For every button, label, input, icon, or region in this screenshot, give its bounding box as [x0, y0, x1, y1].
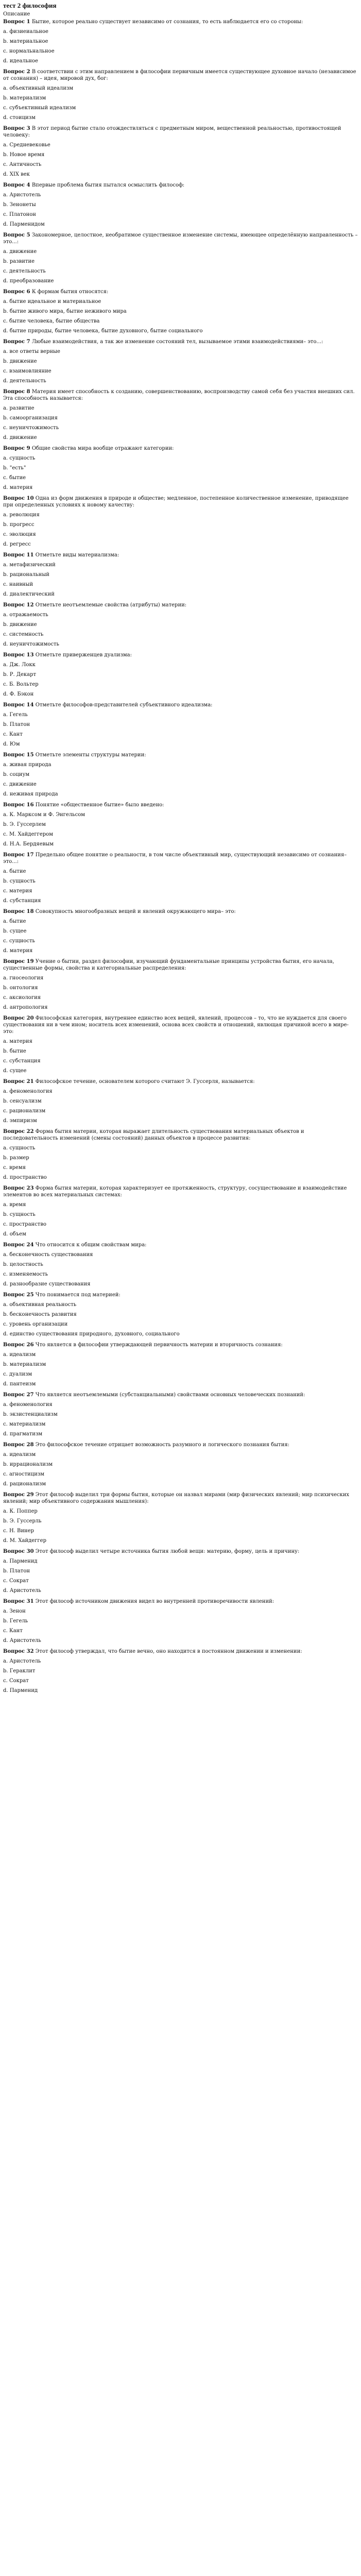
question-heading: [3, 1392, 358, 1398]
answer-option: b. социум: [3, 772, 30, 777]
answer-option: c. неуничтожимость: [3, 425, 59, 431]
question-heading: [3, 1242, 358, 1248]
question-block: [3, 552, 358, 598]
answer-option: a. Аристотель: [3, 1658, 41, 1664]
question-text: Что является в философии утверждающей первичность материи и вторичность сознания:: [35, 1342, 283, 1348]
question-heading: [3, 69, 358, 82]
question-block: [3, 232, 358, 284]
answer-option: a. развитие: [3, 405, 35, 411]
answer-option: d. материя: [3, 485, 33, 490]
answer-option: c. субстанция: [3, 1058, 41, 1064]
question-text: Любые взаимодействия, а так же изменение состояний тел, вызываемое этими взаимодействиями– это...:: [31, 339, 323, 345]
question-heading: [3, 1648, 358, 1655]
question-text: В соответствии с этим направлением в философии первичным имеется существующее духовное начало (независимое от сознания) – идея, мировой дух, бог:: [3, 69, 356, 81]
question-block: [3, 602, 358, 648]
question-heading: [3, 852, 358, 865]
question-heading: [3, 702, 358, 708]
question-number: Вопрос 21: [3, 1079, 34, 1084]
answer-option: a. Зенон: [3, 1608, 26, 1614]
question-heading: [3, 908, 358, 915]
answer-option: d. прагматизм: [3, 1431, 43, 1437]
question-block: [3, 908, 358, 954]
question-block: [3, 338, 358, 384]
question-heading: [3, 552, 358, 558]
question-text: Одна из форм движения в природе и обществе; медленное, постепенное количественное изменение, приводящее при определенных условиях к новому качеству:: [3, 496, 349, 508]
answer-option: a. бытие идеальное и материальное: [3, 299, 101, 304]
question-text: Что понимается под материей:: [35, 1292, 121, 1298]
answer-option: b. Гераклит: [3, 1668, 36, 1674]
answer-option: b. Новое время: [3, 152, 45, 158]
question-block: [3, 1648, 358, 1694]
question-heading: [3, 958, 358, 972]
answer-option: c. Кант: [3, 732, 23, 737]
answer-option: c. взаимовлияние: [3, 368, 51, 374]
question-text: Философское течение, основателем которого считают Э. Гуссерля, называется:: [35, 1079, 255, 1084]
answer-option: a. живая природа: [3, 762, 51, 768]
question-text: Этот философ выделил три формы бытия, которые он назвал мирами (мир физических явлений; мир психических явлений; мир объективного содержания мышления):: [3, 1492, 350, 1504]
question-block: [3, 182, 358, 228]
question-number: Вопрос 31: [3, 1599, 34, 1604]
question-list: [3, 19, 358, 1694]
question-number: Вопрос 28: [3, 1442, 34, 1448]
question-number: Вопрос 12: [3, 602, 34, 608]
question-heading: [3, 602, 358, 608]
question-number: Вопрос 20: [3, 1015, 34, 1021]
question-text: Совокупность многообразных вещей и явлений окружающего мира– это:: [35, 909, 236, 914]
question-heading: [3, 125, 358, 139]
document-title: тест 2 философия: [3, 2, 57, 9]
answer-option: d. Ф. Бэкон: [3, 691, 34, 697]
question-block: [3, 388, 358, 441]
answer-option: c. время: [3, 1165, 26, 1171]
answer-option: c. субъективный идеализм: [3, 105, 76, 111]
answer-option: d. стоицизм: [3, 115, 36, 121]
question-number: Вопрос 9: [3, 446, 30, 451]
answer-option: b. сущность: [3, 1212, 36, 1217]
answer-option: a. идеализм: [3, 1352, 36, 1358]
answer-option: c. материализм: [3, 1421, 46, 1427]
answer-option: b. Платон: [3, 722, 30, 727]
answer-option: c. дуализм: [3, 1371, 32, 1377]
answer-option: a. отражаемость: [3, 612, 48, 618]
answer-option: d. неживая природа: [3, 791, 58, 797]
question-number: Вопрос 17: [3, 852, 34, 858]
answer-option: d. Аристотель: [3, 1638, 41, 1643]
question-text: Понятие «общественное бытие» было введено:: [35, 802, 164, 808]
answer-option: b. сущность: [3, 878, 36, 884]
question-block: [3, 1598, 358, 1644]
answer-option: a. бытие: [3, 919, 26, 924]
answer-option: a. материя: [3, 1039, 32, 1044]
answer-option: d. преобразование: [3, 278, 54, 284]
question-heading: [3, 495, 358, 509]
question-heading: [3, 1292, 358, 1298]
question-heading: [3, 232, 358, 245]
question-block: [3, 69, 358, 121]
question-text: Отметьте приверженцев дуализма:: [35, 652, 132, 658]
answer-option: a. феноменология: [3, 1402, 53, 1408]
question-heading: [3, 338, 358, 345]
question-block: [3, 802, 358, 848]
question-text: Этот философ источником движения видел во внутренней противоречивости явлений:: [35, 1599, 274, 1604]
question-heading: [3, 19, 358, 25]
question-text: Бытие, которое реально существует независимо от сознания, то есть наблюдается его со стороны:: [31, 19, 303, 25]
answer-option: a. все ответы верные: [3, 349, 60, 354]
answer-option: c. изменяемость: [3, 1272, 48, 1277]
answer-option: b. самоорганизация: [3, 415, 58, 421]
question-text: Этот философ выделил четыре источника бытия любой вещи: материю, форму, цель и причину:: [35, 1549, 300, 1554]
answer-option: c. материя: [3, 888, 32, 894]
answer-option: d. рационализм: [3, 1481, 46, 1487]
question-heading: [3, 1442, 358, 1448]
answer-option: b. движение: [3, 359, 37, 364]
question-heading: [3, 289, 358, 295]
question-heading: [3, 1548, 358, 1555]
answer-option: a. объективная реальность: [3, 1302, 77, 1308]
question-block: [3, 1185, 358, 1238]
question-text: Это философское течение отрицает возможность разумного и логического познания бытия:: [35, 1442, 290, 1448]
question-number: Вопрос 14: [3, 702, 34, 708]
answer-option: a. революция: [3, 512, 40, 518]
question-heading: [3, 1185, 358, 1198]
question-text: Предельно общее понятие о реальности, в том числе объективный мир, существующий независимо от сознания– это...:: [3, 852, 347, 865]
answer-option: d. диалектический: [3, 591, 55, 597]
question-block: [3, 19, 358, 64]
question-heading: [3, 182, 358, 189]
answer-option: c. сущность: [3, 938, 36, 944]
answer-option: d. движение: [3, 435, 37, 440]
question-heading: [3, 802, 358, 808]
answer-option: b. Зенонеты: [3, 202, 36, 208]
question-text: Форма бытия материи, которая характеризует ее протяженность, структуру, сосуществование и взаимодействие элементов во всех материальных системах:: [3, 1185, 347, 1198]
answer-option: c. пространство: [3, 1222, 46, 1227]
question-text: Форма бытия материи, которая выражает длительность существования материальных объектов и последовательность изменений (смены состояний) данных объектов в процессе развития:: [3, 1129, 304, 1141]
answer-option: b. сущее: [3, 928, 27, 934]
question-text: Общие свойства мира вообще отражают категории:: [31, 446, 174, 451]
answer-option: d. пространство: [3, 1175, 47, 1180]
question-number: Вопрос 8: [3, 389, 30, 395]
document-subtitle: Описание: [3, 11, 30, 17]
answer-option: d. идеальное: [3, 58, 38, 64]
answer-option: c. деятельность: [3, 268, 46, 274]
question-text: Что относится к общим свойствам мира:: [35, 1242, 147, 1248]
question-text: Что является неотъемлемыми (субстанциальными) свойствами основных человеческих познаний:: [35, 1392, 305, 1398]
question-heading: [3, 1342, 358, 1348]
answer-option: a. Дж. Локк: [3, 662, 36, 668]
answer-option: c. Сократ: [3, 1678, 29, 1684]
answer-option: c. Сократ: [3, 1578, 29, 1584]
question-block: [3, 125, 358, 178]
question-block: [3, 1548, 358, 1594]
question-number: Вопрос 24: [3, 1242, 34, 1248]
question-number: Вопрос 2: [3, 69, 30, 75]
question-block: [3, 852, 358, 904]
question-heading: [3, 1492, 358, 1505]
question-text: Этот философ утверждал, что бытие вечно, оно находится в постоянном движении и изменении:: [35, 1649, 302, 1654]
question-heading: [3, 1078, 358, 1085]
answer-option: d. Парменид: [3, 1688, 38, 1693]
answer-option: c. М. Хайдеггером: [3, 832, 53, 837]
question-number: Вопрос 30: [3, 1549, 34, 1554]
question-number: Вопрос 4: [3, 182, 30, 188]
answer-option: c. движение: [3, 782, 37, 787]
question-block: [3, 1392, 358, 1437]
question-block: [3, 1015, 358, 1074]
answer-option: c. уровень организации: [3, 1321, 68, 1327]
question-block: [3, 445, 358, 491]
question-text: Философская категория, внутреннее единство всех вещей, явлений, процессов – то, что не нуждается для своего существования ни в чем ином; носитель всех изменений, основа всех свойств и отношений, явлющая причиной всего в мире- это:: [3, 1015, 349, 1035]
answer-option: a. метафизический: [3, 562, 56, 568]
question-number: Вопрос 29: [3, 1492, 34, 1498]
answer-option: b. размер: [3, 1155, 29, 1161]
question-heading: [3, 652, 358, 658]
answer-option: c. Кант: [3, 1628, 23, 1634]
question-heading: [3, 752, 358, 758]
question-number: Вопрос 18: [3, 909, 34, 914]
question-number: Вопрос 7: [3, 339, 30, 345]
question-number: Вопрос 11: [3, 552, 34, 558]
answer-option: d. неуничтожимость: [3, 641, 59, 647]
question-block: [3, 752, 358, 798]
answer-option: a. Парменид: [3, 1558, 38, 1564]
answer-option: b. иррационализм: [3, 1462, 53, 1467]
answer-option: d. XIX век: [3, 172, 30, 177]
answer-option: b. бытие живого мира, бытие неживого мира: [3, 309, 127, 314]
question-block: [3, 1078, 358, 1124]
answer-option: b. рациональный: [3, 572, 49, 578]
question-number: Вопрос 25: [3, 1292, 34, 1298]
question-block: [3, 1242, 358, 1287]
question-text: Отметьте виды материализма:: [35, 552, 119, 558]
question-block: [3, 495, 358, 548]
answer-option: d. материя: [3, 948, 33, 954]
answer-option: b. материальное: [3, 39, 48, 44]
question-block: [3, 958, 358, 1011]
answer-option: d. эмпиризм: [3, 1118, 37, 1124]
question-heading: [3, 1015, 358, 1035]
answer-option: d. антропология: [3, 1005, 48, 1010]
answer-option: b. прогресс: [3, 522, 35, 528]
answer-option: b. экзистенциализм: [3, 1412, 58, 1417]
answer-option: a. бытие: [3, 869, 26, 874]
answer-option: c. Н. Винер: [3, 1528, 35, 1534]
answer-option: a. объективный идеализм: [3, 86, 74, 91]
answer-option: d. Аристотель: [3, 1588, 41, 1594]
answer-option: b. целостность: [3, 1262, 43, 1267]
question-text: Материя имеет способность к созданию, совершенствованию, воспроизводству самой себя без участия внешних сил. Эта способность называется:: [3, 389, 355, 401]
answer-option: c. Платонон: [3, 212, 36, 217]
answer-option: a. Средневековье: [3, 142, 50, 148]
answer-option: d. Юм: [3, 741, 20, 747]
answer-option: a. К. Марксом и Ф. Энгельсом: [3, 812, 85, 818]
answer-option: b. материализм: [3, 95, 46, 101]
answer-option: a. сущность: [3, 1145, 36, 1151]
question-block: [3, 1342, 358, 1387]
question-number: Вопрос 26: [3, 1342, 34, 1348]
question-number: Вопрос 6: [3, 289, 30, 295]
answer-option: b. материализм: [3, 1362, 46, 1367]
question-text: Учение о бытии, раздел философии, изучающий фундаментальные принципы устройства бытия, его начала, существенные формы, свойства и категориальные распределения:: [3, 959, 334, 971]
question-number: Вопрос 22: [3, 1129, 34, 1134]
answer-option: a. физиеиальное: [3, 29, 48, 35]
answer-option: d. объем: [3, 1231, 26, 1237]
question-block: [3, 702, 358, 748]
answer-option: a. гносеология: [3, 975, 44, 981]
answer-option: b. бесконечность развития: [3, 1312, 77, 1317]
answer-option: a. Гегель: [3, 712, 28, 718]
answer-option: d. Парменидом: [3, 222, 45, 227]
answer-option: c. Античность: [3, 162, 42, 167]
answer-option: d. Н.А. Бердяевым: [3, 841, 54, 847]
answer-option: c. рационализм: [3, 1108, 46, 1114]
answer-option: c. системность: [3, 632, 44, 637]
answer-option: b. Э. Гуссерлем: [3, 822, 46, 827]
question-block: [3, 652, 358, 698]
question-text: Впервые проблема бытия пытался осмыслить философ:: [31, 182, 185, 188]
answer-option: a. бесконечность существования: [3, 1252, 93, 1258]
question-text: В этот период бытие стало отождествляться с предметным миром, вещественной реальностью, противостоящей человеку:: [3, 126, 341, 138]
question-number: Вопрос 16: [3, 802, 34, 808]
question-number: Вопрос 1: [3, 19, 30, 25]
answer-option: d. деятельность: [3, 378, 46, 384]
question-text: Отметьте неотъемлемые свойства (атрибуты) материи:: [35, 602, 187, 608]
answer-option: b. Платон: [3, 1568, 30, 1574]
answer-option: c. аксиология: [3, 995, 41, 1001]
question-text: Закономерное, целостное, необратимое существенное изменение системы, имеющее определённую направленность – это...:: [3, 232, 358, 245]
answer-option: d. сущее: [3, 1068, 27, 1074]
answer-option: b. развитие: [3, 259, 35, 264]
question-block: [3, 1292, 358, 1337]
question-heading: [3, 445, 358, 452]
answer-option: d. разнообразие существования: [3, 1281, 91, 1287]
question-heading: [3, 1128, 358, 1142]
answer-option: a. движение: [3, 249, 37, 255]
question-number: Вопрос 15: [3, 752, 34, 758]
answer-option: c. агностицизм: [3, 1471, 44, 1477]
question-number: Вопрос 23: [3, 1185, 34, 1191]
answer-option: c. наивный: [3, 582, 33, 587]
answer-option: b. "есть": [3, 465, 26, 471]
question-number: Вопрос 3: [3, 126, 30, 131]
answer-option: c. нормальнальное: [3, 48, 55, 54]
answer-option: b. Р. Декарт: [3, 672, 37, 677]
answer-option: d. регресс: [3, 541, 31, 547]
answer-option: c. эволюция: [3, 532, 36, 537]
answer-option: b. бытие: [3, 1048, 26, 1054]
question-block: [3, 1492, 358, 1544]
question-text: Отметьте элементы структуры материи:: [35, 752, 146, 758]
question-block: [3, 1442, 358, 1487]
answer-option: d. пантеизм: [3, 1381, 36, 1387]
answer-option: b. Э. Гуссерль: [3, 1518, 42, 1524]
question-heading: [3, 388, 358, 402]
question-number: Вопрос 13: [3, 652, 34, 658]
answer-option: a. сущность: [3, 455, 36, 461]
answer-option: c. бытие: [3, 475, 26, 481]
answer-option: d. субстанция: [3, 898, 41, 904]
answer-option: a. феноменология: [3, 1089, 53, 1094]
question-block: [3, 289, 358, 334]
answer-option: c. Б. Вольтер: [3, 682, 39, 687]
answer-option: b. онтология: [3, 985, 38, 991]
question-text: Отметьте философов-представителей субъективного идеализма:: [35, 702, 213, 708]
answer-option: a. время: [3, 1202, 26, 1208]
question-number: Вопрос 32: [3, 1649, 34, 1654]
question-number: Вопрос 19: [3, 959, 34, 964]
answer-option: d. единство существования природного, духовного, социального: [3, 1331, 180, 1337]
answer-option: b. Гегель: [3, 1618, 28, 1624]
answer-option: b. сенсуализм: [3, 1098, 42, 1104]
question-number: Вопрос 27: [3, 1392, 34, 1398]
answer-option: d. бытие природы, бытие человека, бытие духовного, бытие социального: [3, 328, 203, 334]
question-block: [3, 1128, 358, 1181]
question-number: Вопрос 10: [3, 496, 34, 501]
question-text: К формам бытия относятся:: [31, 289, 109, 295]
answer-option: a. идеализм: [3, 1452, 36, 1458]
answer-option: c. бытие человека, бытие общества: [3, 318, 100, 324]
question-heading: [3, 1598, 358, 1605]
answer-option: b. движение: [3, 622, 37, 628]
question-number: Вопрос 5: [3, 232, 30, 238]
answer-option: d. М. Хайдеггер: [3, 1538, 46, 1544]
answer-option: a. К. Поппер: [3, 1509, 38, 1514]
answer-option: a. Аристотель: [3, 192, 41, 198]
